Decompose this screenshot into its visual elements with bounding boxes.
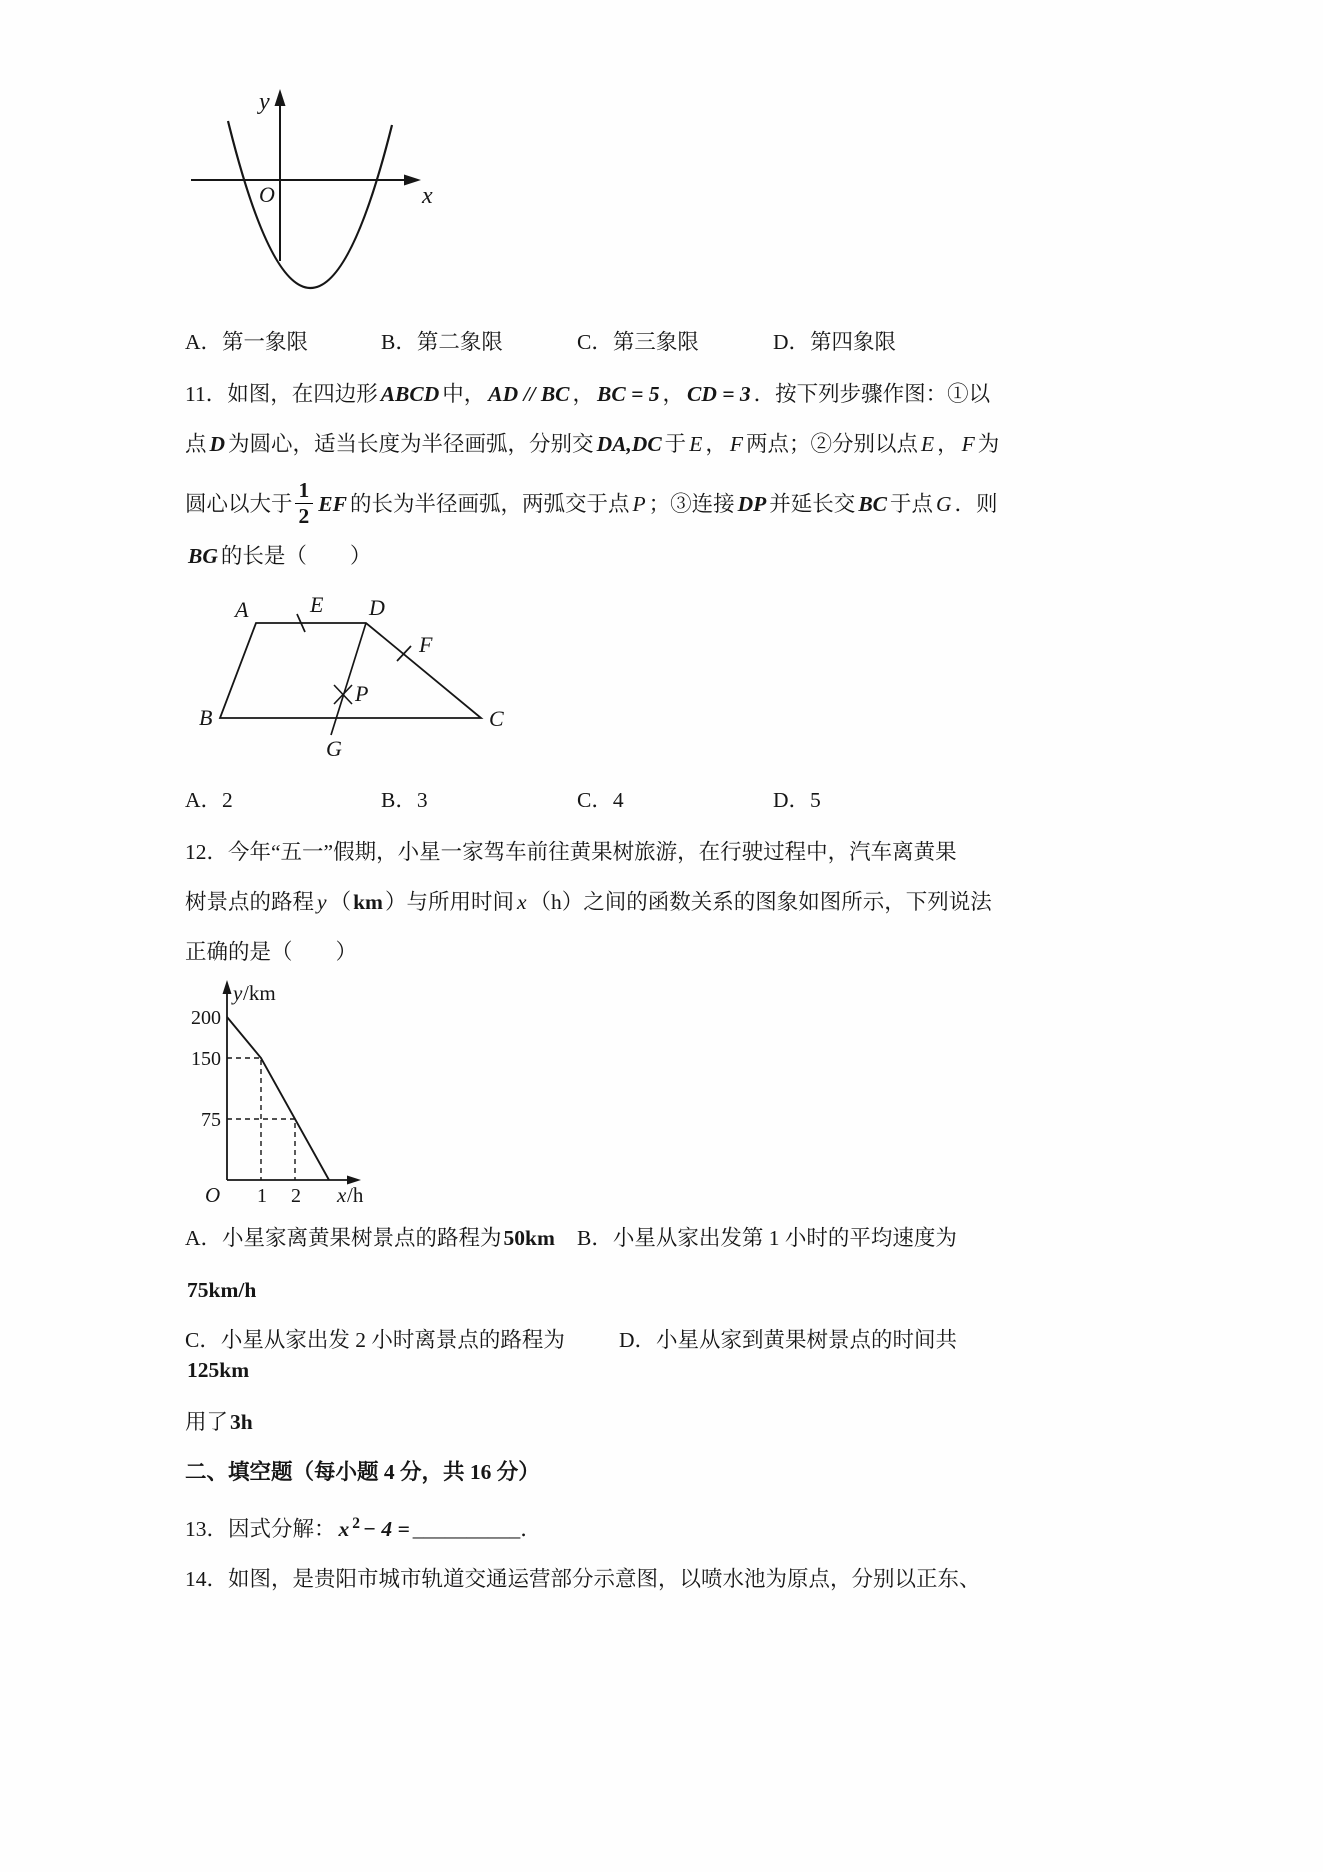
- graph-y-axis-arrow-icon: [223, 980, 232, 994]
- graph-x-unit-label: /h: [347, 1183, 364, 1208]
- q12-option-d-cont: 用了3h: [185, 1410, 253, 1435]
- q12-option-b: B．小星从家出发第 1 小时的平均速度为: [577, 1226, 957, 1251]
- q11-option-b: B．3: [381, 788, 428, 813]
- point-label-e: E: [310, 592, 324, 618]
- graph-tick-x2: 2: [291, 1185, 301, 1208]
- question-12-line-1: 12．今年“五一”假期，小星一家驾车前往黄果树旅游，在行驶过程中，汽车离黄果: [185, 840, 957, 865]
- distance-time-graph: [187, 975, 427, 1213]
- question-11-line-2: 点 D 为圆心，适当长度为半径画弧，分别交 DA,DC 于 E ， F 两点；②分别以点 E ， F 为: [185, 432, 1000, 456]
- vertex-label-d: D: [369, 595, 385, 621]
- origin-label: O: [259, 182, 275, 207]
- q11-option-c: C．4: [577, 788, 624, 813]
- y-axis-arrow-icon: [275, 89, 286, 106]
- graph-tick-75: 75: [201, 1109, 221, 1132]
- exam-content: [185, 85, 1150, 1614]
- q10-option-b: B．第二象限: [381, 330, 503, 354]
- question-11-line-1: 11．如图，在四边形 ABCD 中， AD // BC ， BC = 5 ， CD = 3 ．按下列步骤作图：①以: [185, 382, 991, 406]
- q10-option-c: C．第三象限: [577, 330, 699, 354]
- question-12-line-3: 正确的是（ ）: [185, 940, 358, 965]
- distance-curve: [227, 1017, 329, 1180]
- q11-option-a: A．2: [185, 788, 233, 813]
- graph-tick-x1: 1: [257, 1185, 267, 1208]
- section-2-heading: 二、填空题（每小题 4 分，共 16 分）: [185, 1460, 540, 1485]
- x-axis-label: x: [422, 183, 433, 209]
- q10-option-a: A．第一象限: [185, 330, 309, 354]
- q12-option-b-cont: 75km/h: [187, 1278, 257, 1303]
- question-10-options: [185, 327, 1150, 357]
- question-13-line: 13．因式分解： x $^2$ − 4 = __________．: [185, 1515, 542, 1542]
- graph-origin-label: O: [205, 1183, 221, 1208]
- q12-option-a: A．小星家离黄果树景点的路程为50km: [185, 1226, 555, 1251]
- question-11-options: [185, 785, 1150, 815]
- q12-option-c: C．小星从家出发 2 小时离景点的路程为125km: [185, 1328, 565, 1383]
- x-axis-arrow-icon: [404, 175, 421, 186]
- question-12-options-cd: [185, 1325, 1150, 1385]
- point-label-g: G: [326, 736, 342, 762]
- parabola-figure: [185, 85, 445, 313]
- vertex-label-c: C: [489, 706, 504, 732]
- vertex-label-b: B: [199, 705, 213, 731]
- graph-y-var-label: y: [233, 981, 243, 1006]
- q11-option-d: D．5: [773, 788, 821, 813]
- trapezoid-figure: [193, 591, 523, 769]
- point-label-p: P: [355, 681, 369, 707]
- point-label-f: F: [419, 632, 433, 658]
- parabola-curve: [228, 121, 392, 288]
- question-12-line-2: 树景点的路程 y （km）与所用时间 x （h）之间的函数关系的图象如图所示，下列说法: [185, 890, 992, 915]
- q10-option-d: D．第四象限: [773, 330, 897, 354]
- vertex-label-a: A: [235, 597, 249, 623]
- question-12-options-ab: [185, 1223, 1150, 1253]
- graph-tick-150: 150: [191, 1048, 221, 1071]
- question-11-line-3: 圆心以大于 $\frac{1}{2}$ EF 的长为半径画弧，两弧交于点 P ；③连接 DP 并延长交 BC 于点 G ．则: [185, 478, 998, 528]
- q12-option-d: D．小星从家到黄果树景点的时间共: [619, 1328, 958, 1353]
- y-axis-label: y: [259, 89, 270, 115]
- graph-y-unit-label: /km: [243, 981, 276, 1006]
- graph-tick-200: 200: [191, 1007, 221, 1030]
- graph-x-var-label: x: [337, 1183, 347, 1208]
- question-14-line: 14．如图，是贵阳市城市轨道交通运营部分示意图，以喷水池为原点，分别以正东、: [185, 1567, 981, 1592]
- question-11-line-4: BG 的长是（ ）: [188, 544, 372, 569]
